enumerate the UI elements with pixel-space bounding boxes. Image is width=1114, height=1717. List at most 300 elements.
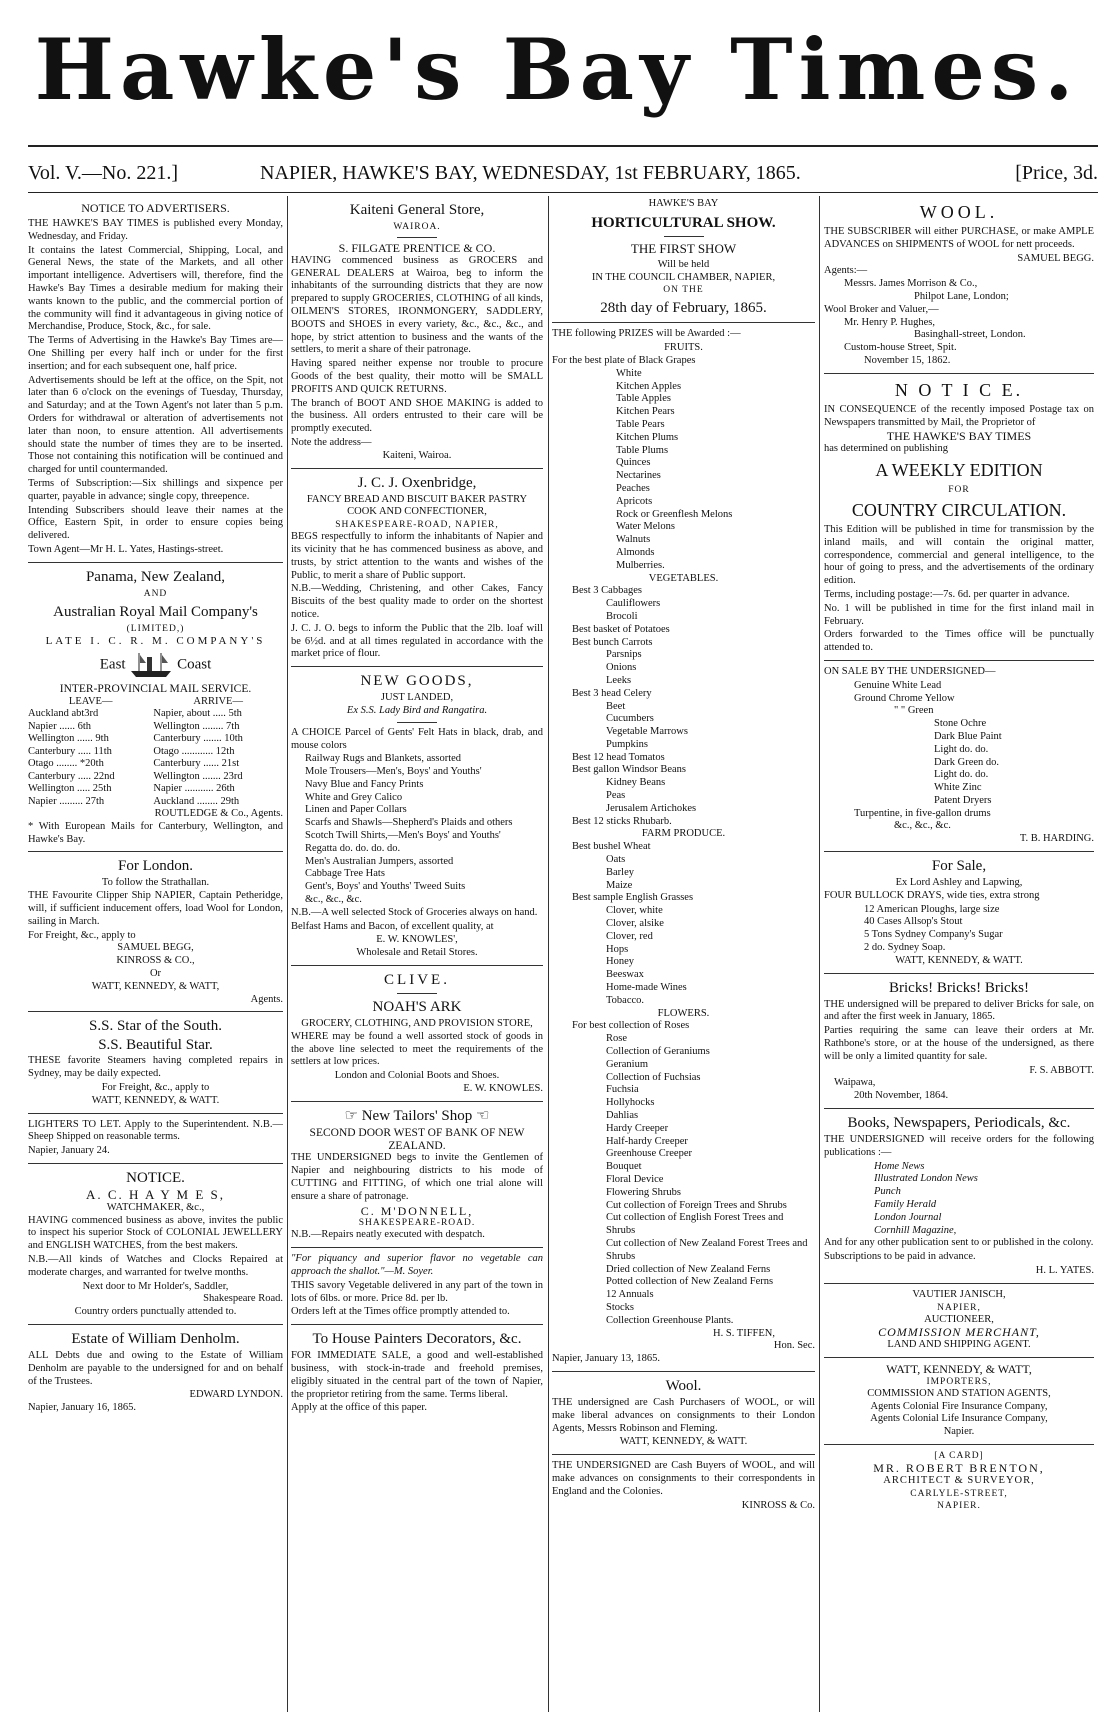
haymes-title: NOTICE.	[126, 1169, 185, 1186]
list-item: Cut collection of English Forest Trees and Shrubs	[606, 1212, 784, 1237]
separator	[824, 1283, 1094, 1284]
short-rule	[397, 722, 437, 723]
mail-timetable	[28, 696, 283, 809]
books-title: Books, Newspapers, Periodicals, &c.	[847, 1115, 1071, 1132]
list-item: Kidney Beans	[606, 777, 666, 789]
forsale-list	[824, 904, 1094, 955]
list-item: Best 12 head Tomatos	[572, 751, 665, 763]
list-item: Punch	[874, 1186, 901, 1198]
wool-firm-2: KINROSS & Co.	[741, 1499, 815, 1511]
books-body: THE UNDERSIGNED will receive orders for the following publications :—	[824, 1134, 1094, 1158]
kaiteni-body: HAVING commenced business as GROCERS and GENERAL DEALERS at Wairoa, beg to inform the inhabitants of the surrounding districts that they are now prepared to supply GROCERIES, CLOTHING of all kinds, OILMEN'S STORES, IRONMONGERY, SADDLERY, BOOTS and SHOES in every variety, &c., &c., &c., and hope, by strict attention to business and the wants of the settlers, to merit a share of their patronage.	[291, 254, 543, 356]
haymes-name: A. C. H A Y M E S,	[85, 1186, 226, 1202]
list-item: For best collection of Roses	[572, 1020, 690, 1032]
janisch-cm: COMMISSION MERCHANT,	[878, 1325, 1040, 1340]
list-item: Mole Trousers—Men's, Boys' and Youths'	[305, 766, 482, 778]
list-item: Cut collection of Foreign Trees and Shrubs	[606, 1199, 787, 1211]
london-or: Or	[149, 967, 162, 979]
list-item: Half-hardy Creeper	[606, 1135, 688, 1147]
wool-ad-agent-3: Mr. Henry P. Hughes,	[844, 316, 935, 328]
newspaper-title: Hawke's Bay Times.	[34, 20, 1080, 119]
lighters-body: LIGHTERS TO LET. Apply to the Superintendent. N.B.—Sheep Shipped on reasonable terms.	[28, 1118, 283, 1143]
panama-agents: ROUTLEDGE & Co., Agents.	[154, 808, 283, 820]
list-item: Cabbage Tree Hats	[305, 868, 385, 880]
list-item: Family Herald	[874, 1199, 937, 1211]
list-item: &c., &c., &c.	[894, 820, 951, 832]
wkw-place: Napier.	[943, 1426, 975, 1438]
books-sign: H. L. YATES.	[1035, 1265, 1094, 1276]
wool-ad-broker: Wool Broker and Valuer,—	[824, 303, 939, 315]
kaiteni-p3: The branch of BOOT AND SHOE MAKING is added to the business. All orders entrusted to their care will be promptly executed.	[291, 397, 543, 435]
show-title: HORTICULTURAL SHOW.	[591, 214, 776, 231]
books-list	[824, 1161, 1094, 1238]
painters-body: FOR IMMEDIATE SALE, a good and well-established business, with stock-in-trade and freehold premises, eligibly situated in the central part of the town of Napier, the proprietor retiring from the same. Terms liberal.	[291, 1350, 543, 1400]
wool-ad-agent-2: Philpot Lane, London;	[914, 290, 1009, 302]
newgoods-belfast: Belfast Hams and Bacon, of excellent quality, at	[291, 920, 494, 932]
kaiteni-note: Note the address—	[291, 436, 372, 448]
arrive-cell: Canterbury ....... 10th	[153, 733, 243, 745]
london-title: For London.	[118, 858, 193, 875]
list-item: Maize	[606, 879, 633, 891]
show-place: IN THE COUNCIL CHAMBER, NAPIER,	[591, 271, 776, 283]
separator	[552, 1454, 815, 1455]
wool-ad-addr: Custom-house Street, Spit.	[844, 342, 957, 354]
list-item: Best 3 head Celery	[572, 687, 652, 699]
bricks-title: Bricks! Bricks! Bricks!	[889, 979, 1029, 996]
kaiteni-title: Kaiteni General Store,	[349, 202, 485, 218]
list-item: &c., &c., &c.	[305, 894, 362, 906]
arrive-cell: Auckland ........ 29th	[153, 795, 240, 807]
clive-ark: NOAH'S ARK	[372, 999, 462, 1016]
list-item: Kitchen Plums	[616, 431, 679, 443]
list-item: Fuchsia	[606, 1084, 639, 1096]
denholm-title: Estate of William Denholm.	[71, 1330, 240, 1347]
wkw-cm: COMMISSION AND STATION AGENTS,	[867, 1387, 1051, 1399]
table-row	[28, 708, 283, 721]
list-item: Beeswax	[606, 969, 644, 981]
list-item: Greenhouse Creeper	[606, 1148, 692, 1160]
haymes-trade: WATCHMAKER, &c.,	[106, 1201, 205, 1213]
list-item: Ground Chrome Yellow	[854, 692, 955, 704]
list-item: 5 Tons Sydney Company's Sugar	[864, 929, 1003, 941]
haymes-nb: N.B.—All kinds of Watches and Clocks Repaired at moderate charges, and warranted for twelve months.	[28, 1253, 283, 1278]
list-item: Stone Ochre	[934, 718, 987, 730]
list-item: Cauliflowers	[606, 598, 661, 610]
steamship-icon	[129, 651, 173, 679]
newgoods-sub: JUST LANDED,	[380, 692, 454, 704]
bricks-body: THE undersigned will be prepared to deliver Bricks for sale, on and after the first week in January, 1865.	[824, 998, 1094, 1023]
bricks-p2: Parties requiring the same can leave their orders at Mr. Rathbone's store, or at the house of the undersigned, as there will be only a limited quantity for sale.	[824, 1025, 1094, 1062]
separator	[824, 660, 1094, 661]
brenton-name: MR. ROBERT BRENTON,	[873, 1460, 1045, 1475]
table-row	[28, 783, 283, 796]
list-item: Clover, white	[606, 905, 663, 917]
pointing-hand-icon: ☞	[344, 1107, 362, 1124]
show-intro: THE following PRIZES will be Awarded :—	[552, 328, 741, 340]
wkw-role: IMPORTERS,	[926, 1376, 992, 1387]
star-body: THESE favorite Steamers having completed repairs in Sydney, may be daily expected.	[28, 1055, 283, 1080]
denholm-body: ALL Debts due and owing to the Estate of William Denholm are payable to the undersigned for and on behalf of the Trustees.	[28, 1349, 283, 1387]
forsale-body: FOUR BULLOCK DRAYS, wide ties, extra strong	[824, 889, 1040, 901]
notice-para-6: Intending Subscribers should leave their names at the Office, Eastern Spit, in order to ensure copies being delivered.	[28, 504, 283, 542]
list-item: Dahlias	[606, 1110, 639, 1121]
leave-cell: Auckland abt3rd	[28, 708, 99, 720]
flowers-date: Napier, January 13, 1865.	[552, 1353, 661, 1365]
list-item: Peas	[606, 790, 626, 802]
separator	[824, 1357, 1094, 1358]
list-item: Scarfs and Shawls—Shepherd's Plaids and others	[305, 817, 513, 829]
tailors-name: C. M'DONNELL,	[360, 1203, 474, 1218]
newgoods-list	[291, 753, 543, 907]
list-item: Clover, alsike	[606, 918, 664, 930]
newgoods-nb: N.B.—A well selected Stock of Groceries always on hand.	[291, 906, 538, 918]
show-on: ON THE	[663, 285, 704, 296]
notice-para-3: The Terms of Advertising in the Hawke's Bay Times are—One Shilling per every half inch or under for the first insertion; and for each subsequent one, half price.	[28, 335, 283, 372]
painters-title: To House Painters Decorators, &c.	[312, 1331, 522, 1348]
london-body: THE Favourite Clipper Ship NAPIER, Captain Petheridge, will, if sufficient inducement offers, load Wool for London, sailing in March.	[28, 890, 283, 927]
wool-ad-title: WOOL.	[919, 202, 999, 222]
list-item: Best bunch Carrots	[572, 636, 653, 648]
wkw-name: WATT, KENNEDY, & WATT,	[886, 1361, 1032, 1376]
brenton-card: [A CARD]	[934, 1450, 984, 1461]
denholm-date: Napier, January 16, 1865.	[28, 1402, 137, 1414]
separator	[291, 666, 543, 667]
notice-weekly-country: COUNTRY CIRCULATION.	[851, 499, 1067, 520]
list-item: Dried collection of New Zealand Ferns	[606, 1263, 771, 1275]
wool-ad-date: November 15, 1862.	[864, 354, 951, 366]
coast-label: Coast	[177, 656, 212, 673]
fruits-title: FRUITS.	[664, 342, 703, 354]
separator	[291, 1101, 543, 1102]
clive-title: CLIVE.	[384, 972, 450, 989]
veg-title: VEGETABLES.	[648, 572, 719, 584]
wool-body-2: THE UNDERSIGNED are Cash Buyers of WOOL, and will make advances on consignments to their correspondents in England and the Colonies.	[552, 1460, 815, 1497]
list-item: Light do. do.	[934, 743, 989, 755]
london-agents: Agents.	[250, 993, 283, 1005]
list-item: Best 3 Cabbages	[572, 585, 642, 597]
london-agent-3: WATT, KENNEDY, & WATT,	[91, 980, 220, 992]
notice-weekly-p4: Orders forwarded to the Times office will be punctually attended to.	[824, 629, 1094, 654]
list-item: Hops	[606, 943, 629, 955]
dateline	[28, 152, 1098, 192]
newgoods-firm-2: Wholesale and Retail Stores.	[356, 947, 478, 959]
star-agent: WATT, KENNEDY, & WATT.	[91, 1094, 220, 1106]
brenton-street: CARLYLE-STREET,	[910, 1488, 1008, 1499]
fruits-lead: For the best plate of Black Grapes	[552, 354, 696, 366]
list-item: " " Green	[894, 705, 934, 717]
oxenbridge-body: BEGS respectfully to inform the inhabitants of Napier and its vicinity that he has commenced business as above, and trusts, by strict attention to the wants and wishes of the Public, to merit a share of Public support.	[291, 531, 543, 581]
leave-cell: Napier ...... 6th	[28, 720, 91, 732]
notice-weekly-has: has determined on publishing	[824, 443, 948, 455]
table-row	[28, 796, 283, 809]
notice-para-2: It contains the latest Commercial, Shipping, Local, and General News, the state of the Markets, and all other important intelligence. Advertisers will, therefore, find the Hawke's Bay Times a desirable medium for making their wants known to the public, and the commercial portion of the community will find it advantageous in giving notice of Merchandise, Produce, Stock, &c., for sale.	[28, 244, 283, 333]
brenton-role: ARCHITECT & SURVEYOR,	[883, 1474, 1035, 1486]
tailors-title-text: New Tailors' Shop	[361, 1107, 473, 1124]
pointing-hand-icon: ☜	[472, 1107, 490, 1124]
forsale-firm: WATT, KENNEDY, & WATT.	[895, 954, 1023, 966]
list-item: Geranium	[606, 1058, 648, 1070]
short-rule	[397, 993, 437, 994]
place-date: NAPIER, HAWKE'S BAY, WEDNESDAY, 1st FEBRUARY, 1865.	[260, 162, 801, 184]
table-row	[28, 733, 283, 746]
veg-list	[552, 585, 815, 828]
separator	[28, 1113, 283, 1114]
list-item: Peaches	[616, 482, 650, 494]
table-row	[28, 771, 283, 784]
separator	[28, 1324, 283, 1325]
list-item: Kitchen Apples	[616, 380, 682, 392]
newgoods-title: NEW GOODS,	[360, 673, 474, 690]
list-item: Table Pears	[616, 418, 665, 430]
farm-list	[552, 841, 815, 1007]
arrive-cell: Napier, about ..... 5th	[153, 708, 242, 720]
list-item: White Zinc	[934, 782, 982, 794]
books-p2: And for any other publication sent to or published in the colony.	[824, 1237, 1094, 1249]
newgoods-body: A CHOICE Parcel of Gents' Felt Hats in black, drab, and mouse colors	[291, 726, 543, 751]
separator	[291, 965, 543, 966]
list-item: Table Apples	[616, 393, 671, 405]
list-item: Collection of Geraniums	[606, 1046, 710, 1058]
list-item: Linen and Paper Collars	[305, 804, 407, 816]
leave-cell: Wellington ..... 25th	[28, 783, 112, 795]
leave-header: LEAVE—	[68, 695, 113, 707]
star-freight: For Freight, &c., apply to	[101, 1081, 210, 1093]
list-item: Onions	[606, 662, 637, 674]
panama-title-2: Australian Royal Mail Company's	[53, 603, 258, 620]
list-item: Leeks	[606, 674, 632, 686]
oxenbridge-sub: FANCY BREAD AND BISCUIT BAKER PASTRY COOK AND CONFECTIONER,	[306, 493, 528, 518]
list-item: Genuine White Lead	[854, 679, 942, 691]
column-4	[824, 198, 1094, 1512]
fruits-list	[552, 368, 815, 573]
haymes-body: HAVING commenced business as above, invites the public to inspect his superior Stock of COLONIAL JEWELLERY and ENGLISH WATCHES, from the best makers.	[28, 1214, 283, 1252]
separator	[824, 851, 1094, 852]
janisch-name: VAUTIER JANISCH,	[912, 1288, 1006, 1300]
list-item: Parsnips	[606, 649, 642, 661]
panama-title: Panama, New Zealand,	[85, 568, 226, 585]
list-item: Light do. do.	[934, 769, 989, 781]
oxenbridge-nb: N.B.—Wedding, Christening, and other Cakes, Fancy Biscuits of the best quality made to order on the shortest notice.	[291, 583, 543, 620]
tailors-addr: SHAKESPEARE-ROAD.	[358, 1218, 476, 1229]
short-rule	[397, 237, 437, 238]
list-item: Floral Device	[606, 1173, 664, 1185]
wool-ad-sign: SAMUEL BEGG.	[1017, 252, 1094, 264]
lighters-date: Napier, January 24.	[28, 1145, 110, 1157]
separator	[28, 1011, 283, 1012]
list-item: 2 do. Sydney Soap.	[864, 942, 946, 954]
bricks-sign: F. S. ABBOTT.	[1029, 1064, 1094, 1076]
list-item: Dark Green do.	[934, 756, 1000, 768]
list-item: Collection of Fuchsias	[606, 1071, 701, 1083]
list-item: Kitchen Pears	[616, 406, 675, 418]
list-item: Navy Blue and Fancy Prints	[305, 778, 424, 790]
separator	[291, 468, 543, 469]
flowers-list	[552, 1020, 815, 1327]
painters-apply: Apply at the office of this paper.	[291, 1402, 427, 1414]
shallot-quote: "For piquancy and superior flavor no vegetable can approach the shallot."—M. Soyer.	[291, 1253, 543, 1277]
separator	[28, 1163, 283, 1164]
haymes-addr-1: Next door to Mr Holder's, Saddler,	[82, 1280, 229, 1292]
separator	[824, 1108, 1094, 1109]
notice-para-7: Town Agent—Mr H. L. Yates, Hastings-street.	[28, 543, 224, 555]
column-divider-2	[548, 196, 549, 1712]
janisch-agent: LAND AND SHIPPING AGENT.	[887, 1339, 1031, 1351]
list-item: Home News	[874, 1160, 925, 1172]
janisch-place: NAPIER,	[937, 1302, 981, 1313]
tailors-nb: N.B.—Repairs neatly executed with despatch.	[291, 1229, 485, 1241]
newgoods-firm: E. W. KNOWLES',	[376, 934, 458, 946]
tailors-body: THE UNDERSIGNED begs to invite the Gentlemen of Napier and neighbouring districts to his mode of CUTTING and FITTING, of which one trial alone will ensure a share of patronage.	[291, 1152, 543, 1202]
list-item: Almonds	[616, 546, 655, 558]
arrive-cell: Canterbury ...... 21st	[153, 758, 240, 770]
list-item: Patent Dryers	[934, 794, 992, 806]
sale-body: ON SALE BY THE UNDERSIGNED—	[824, 665, 996, 677]
notice-weekly-p3: No. 1 will be published in time for the first inland mail in February.	[824, 602, 1094, 627]
list-item: Best basket of Potatoes	[572, 623, 670, 635]
forsale-title: For Sale,	[931, 858, 987, 875]
separator	[28, 562, 283, 563]
column-divider-1	[287, 196, 288, 1712]
list-item: Bouquet	[606, 1161, 642, 1173]
notice-para-1: THE HAWKE'S BAY TIMES is published every Monday, Wednesday, and Friday.	[28, 218, 283, 242]
leave-cell: Otago ........ *20th	[28, 758, 104, 770]
list-item: Water Melons	[616, 521, 675, 533]
notice-para-4: Advertisements should be left at the office, on the Spit, not later than 6 o'clock on the evenings of Tuesday, Thursday, and Saturday; and at the Town Agent's not later than 5 p.m. Orders for withdrawal or alteration of advertisements not later than noon, to ensure attention. All advertisements should state the number of times they are to be inserted. Those not containing this notification will be continued and charged for until countermanded.	[28, 374, 283, 476]
column-divider-3	[819, 196, 820, 1712]
clive-body: WHERE may be found a well assorted stock of goods in the above line selected to meet the requirements of the settlers at low prices.	[291, 1030, 543, 1068]
separator	[552, 1371, 815, 1372]
haymes-addr-2: Shakespeare Road.	[203, 1293, 283, 1305]
wkw-ins-2: Agents Colonial Life Insurance Company,	[870, 1413, 1048, 1425]
list-item: Home-made Wines	[606, 982, 687, 994]
oxenbridge-addr: SHAKESPEARE-ROAD, NAPIER,	[335, 520, 499, 531]
list-item: Turpentine, in five-gallon drums	[854, 807, 991, 819]
arrive-cell: Napier ........... 26th	[153, 783, 235, 795]
volume-number: Vol. V.—No. 221.]	[28, 162, 179, 184]
list-item: Mulberries.	[616, 559, 665, 571]
star-title-2: S.S. Beautiful Star.	[98, 1037, 213, 1054]
show-date: 28th day of February, 1865.	[600, 300, 767, 317]
flowers-title: FLOWERS.	[657, 1007, 710, 1019]
list-item: Dark Blue Paint	[934, 730, 1002, 742]
list-item: Cornhill Magazine,	[874, 1224, 957, 1236]
panama-note: * With European Mails for Canterbury, Wellington, and Hawke's Bay.	[28, 820, 283, 845]
wool-body: THE undersigned are Cash Purchasers of WOOL, or will make liberal advances on consignments to their London Agents, Messrs Robinson and Fleming.	[552, 1396, 815, 1434]
notice-title: NOTICE TO ADVERTISERS.	[81, 201, 230, 215]
separator	[824, 1444, 1094, 1445]
kaiteni-firm: S. FILGATE PRENTICE & CO.	[338, 241, 496, 255]
london-agent-2: KINROSS & CO.,	[116, 955, 195, 967]
list-item: Railway Rugs and Blankets, assorted	[305, 753, 462, 765]
list-item: Pumpkins	[606, 738, 649, 750]
list-item: Table Plums	[616, 444, 669, 456]
show-first: THE FIRST SHOW	[630, 240, 737, 256]
london-agent-1: SAMUEL BEGG,	[117, 942, 194, 954]
brenton-place: NAPIER.	[937, 1500, 981, 1511]
haymes-orders: Country orders punctually attended to.	[74, 1306, 237, 1318]
list-item: Best 12 sticks Rhubarb.	[572, 815, 672, 827]
list-item: Collection Greenhouse Plants.	[606, 1314, 734, 1326]
wkw-ins: Agents Colonial Fire Insurance Company,	[870, 1400, 1048, 1412]
sale-list	[824, 680, 1094, 834]
list-item: Best gallon Windsor Beans	[572, 764, 686, 776]
wool-firm: WATT, KENNEDY, & WATT.	[619, 1436, 748, 1448]
list-item: Beet	[606, 700, 626, 712]
list-item: 40 Cases Allsop's Stout	[864, 916, 963, 928]
list-item: Scotch Twill Shirts,—Men's Boys' and Youths'	[305, 830, 501, 842]
column-3	[552, 198, 815, 1512]
london-freight: For Freight, &c., apply to	[28, 929, 136, 941]
list-item: Clover, red	[606, 930, 653, 942]
separator	[552, 322, 815, 323]
list-item: Potted collection of New Zealand Ferns	[606, 1276, 774, 1288]
mail-service: INTER-PROVINCIAL MAIL SERVICE.	[59, 682, 252, 695]
list-item: Vegetable Marrows	[606, 726, 688, 738]
list-item: Cut collection of New Zealand Forest Trees and Shrubs	[606, 1237, 808, 1262]
tailors-sub: SECOND DOOR WEST OF BANK OF NEW ZEALAND.	[309, 1126, 525, 1152]
oxenbridge-title: J. C. J. Oxenbridge,	[357, 474, 477, 491]
arrive-cell: Wellington ........ 7th	[153, 720, 240, 732]
kaiteni-addr: Kaiteni, Wairoa.	[382, 449, 452, 461]
price: [Price, 3d.	[1015, 162, 1098, 184]
star-title-1: S.S. Star of the South.	[89, 1018, 222, 1035]
list-item: Best sample English Grasses	[572, 892, 694, 904]
table-row	[28, 758, 283, 771]
top-rule	[28, 145, 1098, 147]
list-item: Apricots	[616, 495, 653, 507]
shallot-orders: Orders left at the Times office promptly attended to.	[291, 1306, 510, 1318]
masthead	[0, 0, 1114, 140]
table-row	[28, 721, 283, 734]
short-rule	[664, 236, 704, 237]
arrive-header: ARRIVE—	[193, 695, 243, 707]
panama-late: LATE I. C. R. M. COMPANY'S	[45, 634, 266, 647]
notice-weekly-p2: Terms, including postage:—7s. 6d. per quarter in advance.	[824, 588, 1070, 600]
london-follow: To follow the Strathallan.	[101, 877, 210, 889]
list-item: Rose	[606, 1033, 627, 1045]
bricks-date: 20th November, 1864.	[854, 1090, 949, 1102]
list-item: Hollyhocks	[606, 1097, 655, 1109]
wool-ad-agent-4: Basinghall-street, London.	[914, 329, 1026, 341]
list-item: Stocks	[606, 1301, 635, 1313]
leave-cell: Napier ......... 27th	[28, 795, 105, 807]
column-2	[291, 198, 543, 1415]
list-item: Barley	[606, 866, 634, 878]
forsale-sub: Ex Lord Ashley and Lapwing,	[895, 877, 1023, 889]
panama-and: AND	[143, 588, 168, 599]
column-1	[28, 198, 283, 1415]
kaiteni-place: WAIROA.	[393, 222, 441, 232]
leave-cell: Canterbury ..... 11th	[28, 745, 112, 757]
list-item: Best bushel Wheat	[572, 841, 651, 853]
oxenbridge-p3: J. C. J. O. begs to inform the Public that the 2lb. loaf will be 6½d. and at all times regulated in accordance with the market price of flour.	[291, 622, 543, 660]
clive-boots: London and Colonial Boots and Shoes.	[334, 1070, 500, 1082]
notice-weekly-title: N O T I C E.	[894, 379, 1024, 400]
list-item: 12 Annuals	[606, 1289, 654, 1301]
list-item: White and Grey Calico	[305, 791, 403, 803]
show-pre: HAWKE'S BAY	[648, 198, 719, 209]
notice-weekly-for: FOR	[948, 484, 970, 495]
notice-para-5: Terms of Subscription:—Six shillings and sixpence per quarter, payable in advance; single copy, threepence.	[28, 477, 283, 502]
clive-firm: E. W. KNOWLES.	[463, 1083, 543, 1095]
list-item: Jerusalem Artichokes	[606, 802, 697, 814]
list-item: London Journal	[874, 1211, 942, 1223]
list-item: Quinces	[616, 457, 651, 469]
list-item: Honey	[606, 956, 634, 968]
list-item: Gent's, Boys' and Youths' Tweed Suits	[305, 881, 466, 893]
list-item: Cucumbers	[606, 713, 654, 725]
notice-weekly-body: IN CONSEQUENCE of the recently imposed Postage tax on Newspapers transmitted by Mail, the Proprietor of	[824, 403, 1094, 428]
